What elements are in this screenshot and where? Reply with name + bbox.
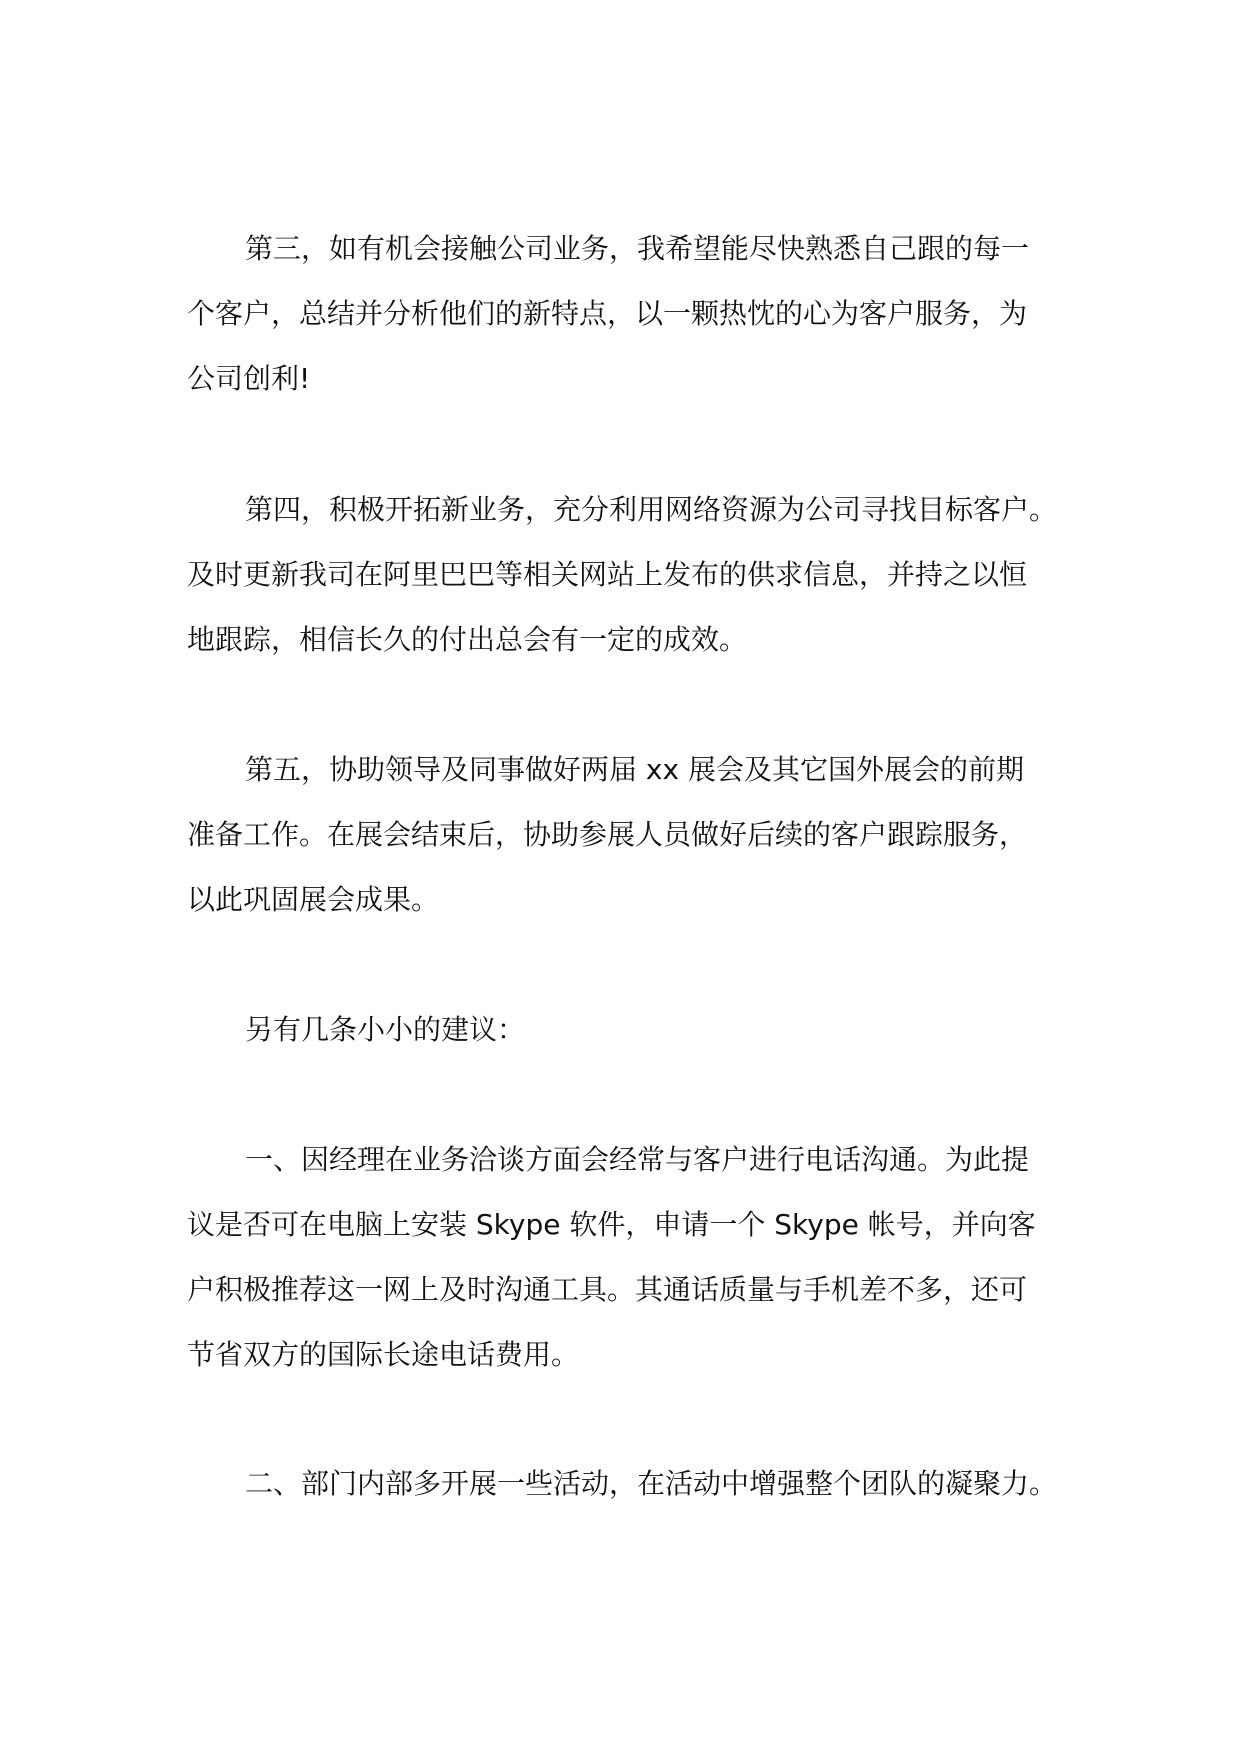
paragraph-2-line-1: 第四，积极开拓新业务，充分利用网络资源为公司寻找目标客户。: [245, 493, 1058, 526]
paragraph-5-line-3: 户积极推荐这一网上及时沟通工具。其通话质量与手机差不多，还可: [187, 1273, 1028, 1306]
paragraph-3-line-3: 以此巩固展会成果。: [187, 883, 440, 916]
paragraph-1-line-2: 个客户，总结并分析他们的新特点，以一颗热忱的心为客户服务，为: [187, 297, 1028, 330]
paragraph-5-line-2: 议是否可在电脑上安装 Skype 软件，申请一个 Skype 帐号，并向客: [187, 1208, 1036, 1241]
paragraph-2-line-3: 地跟踪，相信长久的付出总会有一定的成效。: [187, 623, 748, 656]
paragraph-3-line-2: 准备工作。在展会结束后，协助参展人员做好后续的客户跟踪服务，: [187, 818, 1028, 851]
paragraph-4-line-1: 另有几条小小的建议：: [245, 1013, 526, 1046]
paragraph-3-line-1: 第五，协助领导及同事做好两届 xx 展会及其它国外展会的前期: [245, 753, 1024, 786]
paragraph-2-line-2: 及时更新我司在阿里巴巴等相关网站上发布的供求信息，并持之以恒: [187, 558, 1028, 591]
paragraph-1-line-1: 第三，如有机会接触公司业务，我希望能尽快熟悉自己跟的每一: [245, 232, 1030, 265]
paragraph-1-line-3: 公司创利!: [187, 362, 311, 395]
paragraph-5-line-1: 一、因经理在业务洽谈方面会经常与客户进行电话沟通。为此提: [245, 1143, 1030, 1176]
paragraph-6-line-1: 二、部门内部多开展一些活动，在活动中增强整个团队的凝聚力。: [245, 1467, 1058, 1500]
paragraph-5-line-4: 节省双方的国际长途电话费用。: [187, 1338, 580, 1371]
